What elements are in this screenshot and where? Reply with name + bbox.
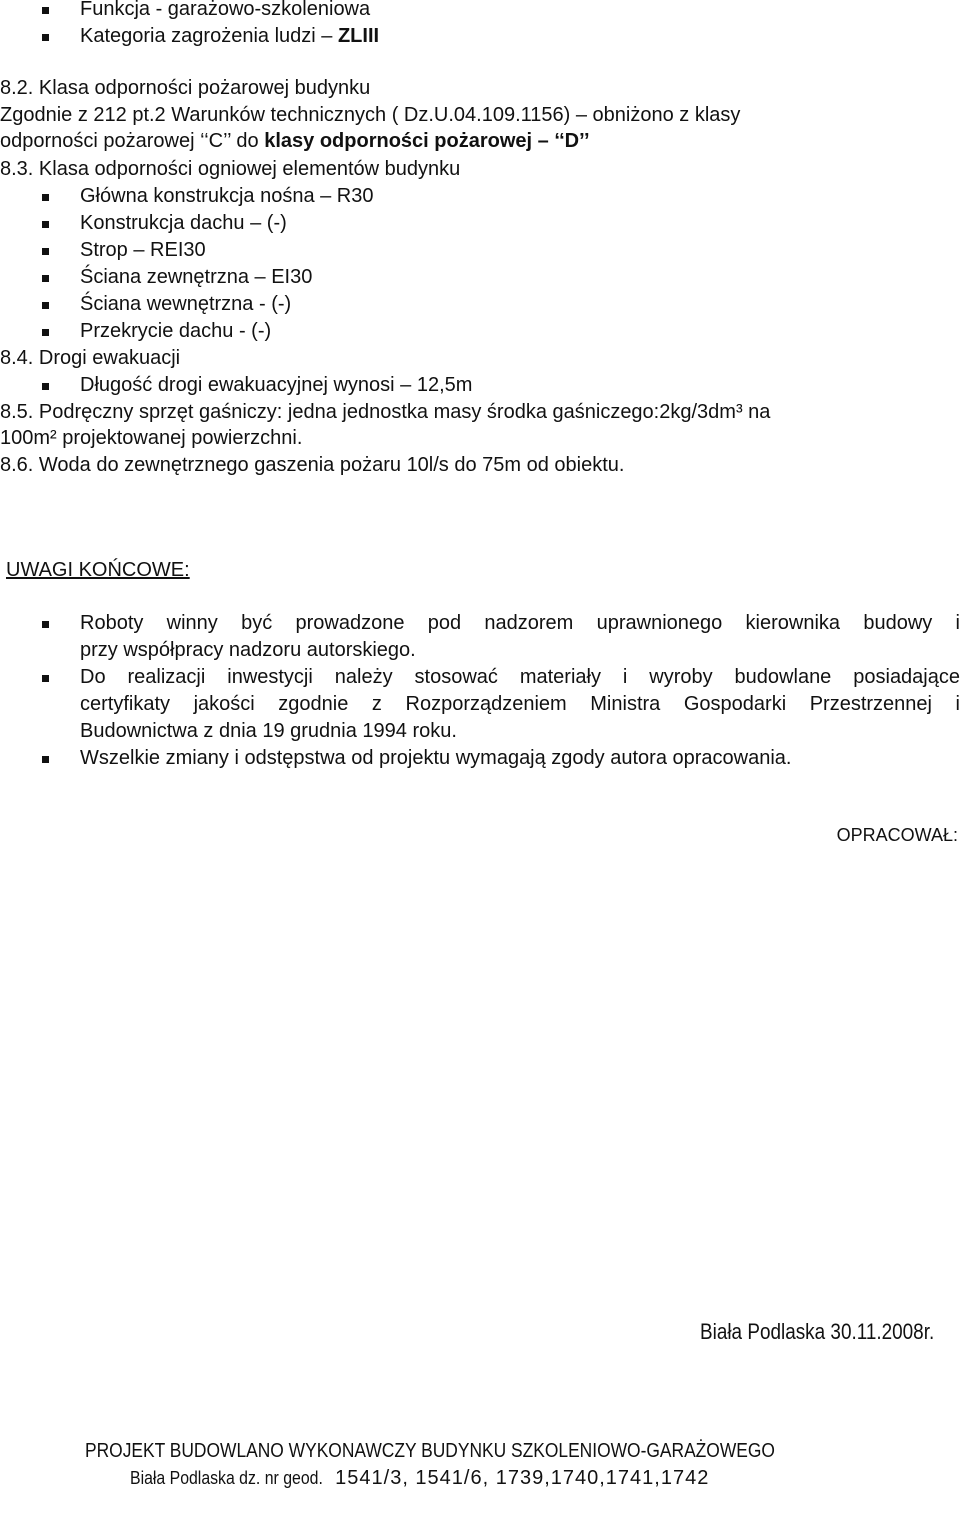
list-item: Długość drogi ewakuacyjnej wynosi – 12,5m xyxy=(80,374,473,396)
section-8-2-line2: odporności pożarowej ‘‘C’’ do klasy odporności pożarowej – ‘‘D’’ xyxy=(0,130,590,152)
remark-2-line2: certyfikaty jakości zgodnie z Rozporządzeniem Ministra Gospodarki Przestrzennej i xyxy=(80,693,960,715)
list-item: Strop – REI30 xyxy=(80,239,206,261)
bullet-icon xyxy=(42,329,49,336)
remark-2-line1: Do realizacji inwestycji należy stosować materiały i wyroby budowlane posiadające xyxy=(80,666,960,688)
bullet-icon xyxy=(42,675,49,682)
bullet-icon xyxy=(42,621,49,628)
bullet-icon xyxy=(42,302,49,309)
bullet-icon xyxy=(42,275,49,282)
remarks-heading: UWAGI KOŃCOWE: xyxy=(6,559,190,581)
remark-2-line3: Budownictwa z dnia 19 grudnia 1994 roku. xyxy=(80,720,457,742)
bullet-icon xyxy=(42,248,49,255)
bullet-icon xyxy=(42,756,49,763)
list-item: Ściana wewnętrzna - (-) xyxy=(80,293,292,315)
remark-1-line2: przy współpracy nadzoru autorskiego. xyxy=(80,639,416,661)
hazard-category-value: ZLIII xyxy=(337,25,380,47)
bullet-icon xyxy=(42,34,49,41)
section-8-4-heading: 8.4. Drogi ewakuacji xyxy=(0,347,181,369)
footer-project-title: PROJEKT BUDOWLANO WYKONAWCZY BUDYNKU SZKOLENIOWO-GARAŻOWEGO xyxy=(85,1440,775,1462)
remark-3: Wszelkie zmiany i odstępstwa od projektu wymagają zgody autora opracowania. xyxy=(80,747,792,769)
list-item: Ściana zewnętrzna – EI30 xyxy=(80,266,313,288)
bullet-icon xyxy=(42,7,49,14)
place-date: Biała Podlaska 30.11.2008r. xyxy=(700,1319,935,1344)
list-item: Konstrukcja dachu – (-) xyxy=(80,212,287,234)
section-8-2-heading: 8.2. Klasa odporności pożarowej budynku xyxy=(0,77,371,99)
footer-plot-numbers: Biała Podlaska dz. nr geod.1541/3, 1541/6, 1739,1740,1741,1742 xyxy=(130,1467,710,1489)
section-8-5-line1: 8.5. Podręczny sprzęt gaśniczy: jedna jednostka masy środka gaśniczego:2kg/3dm³ na xyxy=(0,401,771,423)
prepared-by-label: OPRACOWAŁ: xyxy=(836,825,958,845)
bullet-icon xyxy=(42,194,49,201)
section-8-3-heading: 8.3. Klasa odporności ogniowej elementów budynku xyxy=(0,158,461,180)
hazard-category-item: Kategoria zagrożenia ludzi – ZLIII xyxy=(80,25,380,47)
section-8-6: 8.6. Woda do zewnętrznego gaszenia pożaru 10l/s do 75m od obiektu. xyxy=(0,454,625,476)
list-item: Główna konstrukcja nośna – R30 xyxy=(80,185,374,207)
remark-1-line1: Roboty winny być prowadzone pod nadzorem uprawnionego kierownika budowy i xyxy=(80,612,960,634)
section-8-2-line1: Zgodnie z 212 pt.2 Warunków technicznych ( Dz.U.04.109.1156) – obniżono z klasy xyxy=(0,104,741,126)
bullet-icon xyxy=(42,221,49,228)
bullet-icon xyxy=(42,383,49,390)
list-item: Przekrycie dachu - (-) xyxy=(80,320,272,342)
section-8-5-line2: 100m² projektowanej powierzchni. xyxy=(0,427,303,449)
function-item: Funkcja - garażowo-szkoleniowa xyxy=(80,0,371,20)
